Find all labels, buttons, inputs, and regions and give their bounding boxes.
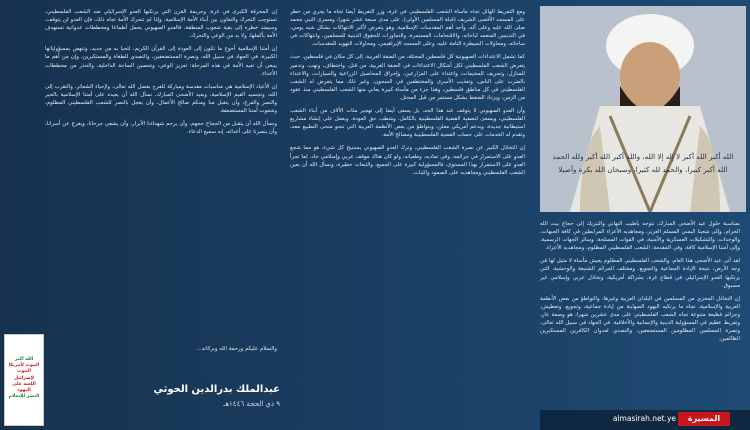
slogan-line: الموت لإسرائيل [13,369,35,381]
paragraph: إن المحرقة الكبرى في غزة، وجريمة القرن التي يرتكبها العدو الإسرائيلي ضد الشعب الفلسطيني، تستوجب التحرك والتعاون بين أبناء الأمة الإسلامية، وإذا لم تتحرك الأمة تجاه ذلك، فإن العدو لن يتوقف، وسيمتد خطره إلى بقية شعوب المنطقة، فالعدو الصهيوني يحمل أطماعا ومخططات عدوانية تستهدف الأمة بأكملها، ولا بد من الوعي والتحرك. [45,9,277,40]
slogan-line: الله أكبر [14,357,34,362]
caption-line: الله أكبر الله أكبر لا إله إلا الله، والله أكبر الله أكبر ولله الحمد [552,152,734,161]
speaker-photo [540,6,746,212]
paragraph: إن التخاذل الكبير عن نصرة الشعب الفلسطيني، وترك العدو الصهيوني يستبيح كل شيء، هو مما شجع العدو على الاستمرار في جرائمه، وفي تماديه، وطغيانه، ولو كان هناك موقف عربي وإسلامي جاد، لما تجرأ العدو على الاستمرار بهذا المستوى، فالمسؤولية كبيرة على الجميع، والتبعات خطيرة، ونسأل الله أن يعين الشعب الفلسطيني ومجاهديه على الصمود والثبات. [290,145,525,176]
text-column-middle [290,8,525,370]
slogan-text [7,357,41,400]
paragraph: إن التخاذل المخزي من المسلمين في البلدان العربية وغيرها، والتواطؤ من بعض الأنظمة العربية والإسلامية، تجاه ما يرتكبه اليهود الصهاينة من إبادة جماعية، وتجويع، وتعطيش، وجرائم فظيعة متنوعة تجاه الشعب الفلسطيني على مدى عشرين شهرا، هو وصمة عار، وتفريط عظيم في المسؤولية الدينية والإنسانية والأخلاقية، في الجهاد في سبيل الله تعالى، ونصرة المسلمين المظلومين المستضعفين، والتصدي لعدوان الكافرين المستكبرين الظالمين. [540,295,740,343]
takbir-caption [548,150,738,176]
caption-line: الله أكبر كبيرا، والحمد لله كثيرا، وسبحان الله بكرة وأصيلا [558,165,728,174]
almasirah-logo[interactable]: المسيرة [678,412,730,426]
signature-date: ٩ ذي الحجة ١٤٤٦هـ [223,400,280,408]
website-link[interactable]: almasirah.net.ye [612,414,676,423]
closing-salutation: والسلام عليكم ورحمة الله وبركاته... [196,346,277,352]
text-column-left [45,8,277,343]
paragraph: كما تشمل الاعتداءات الصهيونية كل فلسطين المحتلة، من الضفة الغربية، إلى كل مكان في فلسطين، حيث يتعرض الشعب الفلسطيني لكل أشكال الاعتداءات في الضفة الغربية، من قتل، واختطاف، ونهب، وتدمير للمنازل، وتجريف للمخيمات، واعتداء على المزارعين، وإحراق المحاصيل الزراعية والسيارات، والاعتداء بالضرب على الناس، وتعذيب الأسرى والمختطفين في السجون، وغير ذلك مما يتعرض له الشعب الفلسطيني في كل مناطق فلسطين، وهذا جزء من مأساة كبيرة يعاني منها الشعب الفلسطيني منذ عقود من الزمن، ويزداد الضغط بشكل مستمر من قبل المحتل. [290,54,525,101]
slogan-line: اللعنة على اليهود [12,381,36,394]
signature-name: عبدالملك بدرالدين الحوثي [153,384,280,395]
paragraph: وأن العدو الصهيوني لا يتوقف عند هذا الحد، بل يسعى أيضا إلى تهجير مئات الآلاف من أبناء الشعب الفلسطيني، ويسعى لتصفية القضية الفلسطينية بالكامل، وشطب حق العودة، ويعمل على إنشاء مشاريع استيطانية جديدة، وبدعم أمريكي معلن، وبتواطؤ من بعض الأنظمة العربية التي تنحو منحى التطبيع معه، وتقدم له الخدمات على حساب القضية الفلسطينية ومصالح الأمة. [290,108,525,139]
slogan-line: النصر للإسلام [8,394,40,400]
portrait-illustration [540,6,746,212]
paragraph: إن الأعياد الإسلامية هي مناسبات مقدسة ومباركة للفرح بفضل الله تعالى، ولإحياء الشعائر، والتقرب إلى الله، وتجسيد القيم الإسلامية، وبعيد الأضحى المبارك، نسأل الله أن يعيده على أمتنا الإسلامية بالخير والنصر والفرج، وأن يتقبل منا ومنكم صالح الأعمال، وأن يعجل بالنصر للشعب الفلسطيني المظلوم، وشعوب أمتنا المستضعفة. [45,83,277,115]
text-column-right [540,220,740,405]
paragraph: ومع التفريط الهائل تجاه مأساة الشعب الفلسطيني في غزة، وزر التفريط أيضا تجاه ما يجري من خطر على المسجد الأقصى الشريف (قبلة المسلمين الأولى)، على مدى سبعة عشر شهرا، ومسرى النبي محمد صلى الله عليه وعلى آله، وأحد أهم المقدسات الإسلامية، وهو يتعرض لأكبر الانتهاكات بشكل شبه يومي، في التدنيس المتعمد لباحاته، والاقتحامات المستمرة، والتجاوزات للحقوق الدينية للمسلمين، وانتهاكات في ساحاته، ومحاولات السيطرة التامة عليه، وعلى المسجد الإبراهيمي، ومحاولات التهويد للمقدسات. [290,9,525,48]
paragraph: ونسأل الله أن يتقبل من الحجاج حجهم، وأن يرحم شهداءنا الأبرار، وأن يشفي جرحانا، ويفرج عن أسرانا، وأن ينصرنا على أعدائه، إنه سميع الدعاء. [45,121,277,136]
paragraph: بمناسبة حلول عيد الأضحى المبارك، نتوجه بأطيب التهاني والتبريك إلى حجاج بيت الله الحرام، وإلى شعبنا اليمني المسلم العزيز، ومجاهديه الأعزاء المرابطين في كافة الجبهات، والوحدات، والتشكيلات العسكرية والأمنية، في القوات المسلحة، وسائر الجهات الرسمية، وإلى أمتنا الإسلامية كافة، وفي المقدمة: الشعب الفلسطيني المظلوم، ومجاهديه الأعزاء. [540,221,740,252]
sarkha-slogan-badge [4,334,44,426]
paragraph: إن أمتنا الإسلامية أحوج ما تكون إلى العودة إلى القرآن الكريم، لتحيا به من جديد، وتنهض بمسؤولياتها الكبيرة، في الجهاد في سبيل الله، ونصرة المستضعفين، والتصدي للطغاة والمستكبرين، وإن من أهم ما ينبغي أن تعيه الأمة في هذه المرحلة: تعزيز الوعي، وتحصين الساحة الداخلية، والحذر من مخططات الأعداء. [45,46,277,77]
slogan-line: الموت لأمريكا [8,363,40,369]
paragraph: لقد أتى عيد الأضحى هذا العام، والشعب الفلسطيني المظلوم يعيش مأساة لا مثيل لها في وجه الأرض، نتيجة الإبادة الجماعية والتجويع، ومختلف الجرائم الشنيعة والوحشية، التي يرتكبها العدو الإسرائيلي في قطاع غزة، بشراكة أمريكية، وتخاذل عربي وإسلامي غير مسبوق. [540,258,740,289]
